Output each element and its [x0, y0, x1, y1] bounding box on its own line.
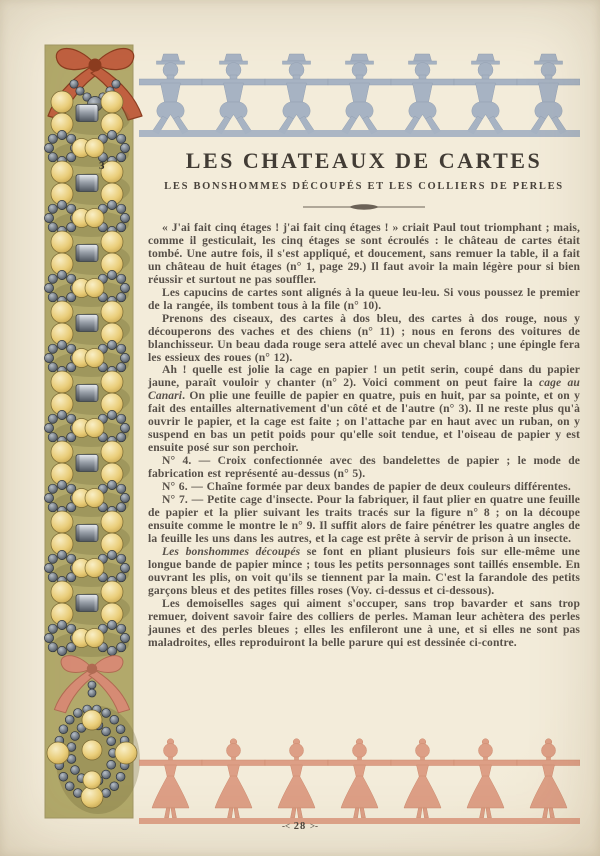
page-number-ornament-right: >-	[309, 821, 319, 831]
paragraph: Prenons des ciseaux, des cartes à dos bleu, des cartes à dos rouge, nous y découperons des vaches et des chiens (n° 11) ; nous en ferons des voitures de blanchisseur. Un beau dada rouge sera attelé avec un cheval blanc ; une épingle fera les essieux des roues (n° 12).	[148, 311, 580, 364]
paper-doll-girls-svg	[139, 737, 580, 827]
pearl-necklace-illustration	[36, 28, 146, 823]
page-title: LES CHATEAUX DE CARTES	[185, 148, 543, 173]
paragraph: Ah ! quelle est jolie la cage en papier ! un petit serin, coupé dans du papier jaune, paraît vouloir y chanter (n° 2). Voici comment on peut faire la cage au Canari. On plie une feuille de papier en quatre, puis en huit, par sa pointe, et on y fait des entailles alternativement d'un côté et de l'autre (n° 3). Il ne reste plus qu'à ouvrir le papier, et la cage est faite ; on l'attache par en haut avec un ruban, on y suspend en bas un petit poids pour qu'elle soit tendue, et l'oiseau de papier y est ensuite posé sur son perchoir.	[148, 363, 580, 455]
paper-doll-boys-frieze	[139, 50, 580, 140]
paragraph: N° 6. — Chaîne formée par deux bandes de papier de deux couleurs différentes.	[162, 480, 571, 494]
section-divider-ornament	[299, 201, 429, 213]
paper-doll-boys-svg	[139, 50, 580, 140]
paper-doll-girls-frieze	[139, 737, 580, 827]
page-number	[0, 821, 600, 832]
page-number-ornament-left: -<	[281, 821, 291, 831]
body-paragraphs	[148, 222, 580, 649]
paragraph: Les demoiselles sages qui aiment s'occuper, sans trop bavarder et sans trop remuer, doivent savoir faire des colliers de perles. Maman leur achètera des perles jaunes et des perles bleues ; elles les enfileront une à une, et si elles ne sont pas maladroites, elles reproduiront la belle parure qui est dessinée ci-contre.	[148, 596, 580, 649]
page-number-value: 28	[293, 821, 307, 832]
pearl-necklace-svg	[36, 28, 146, 823]
text-column	[148, 148, 580, 649]
necklace-figure-label: 3	[99, 160, 105, 172]
paragraph: « J'ai fait cinq étages ! j'ai fait cinq étages ! » criait Paul tout triomphant ; mais, comme il gesticulait, les cinq étages se sont écroulés : le château de cartes était tombé. Une autre fois, il s'est appliqué, et doucement, sans remuer la table, il a fait un château de huit étages (n° 1, page 29.) Il faut avoir la main légère pour si bien réussir et surtout ne pas souffler.	[148, 221, 580, 286]
paragraph: N° 7. — Petite cage d'insecte. Pour la fabriquer, il faut plier en quatre une feuille de papier et la plier suivant les traits tracés sur la figure n° 8 ; on la découpe ensuite comme le montre le n° 9. Il suffit alors de faire pénétrer les quatre angles de la feuille les uns dans les autres, et la cage est prête à servir de prison à un insecte.	[148, 493, 580, 545]
paragraph: N° 4. — Croix confectionnée avec des bandelettes de papier ; le mode de fabrication est représenté au-dessus (n° 5).	[148, 454, 580, 481]
paragraph: Les bonshommes découpés se font en pliant plusieurs fois sur elle-même une longue bande de papier mince ; tous les petits personnages sont taillés ensemble. En ouvrant les plis, on voit qu'ils se tiennent par la main. C'est la farandole des petits garçons bleus et des petites filles roses (Voy. ci-dessus et ci-dessous).	[148, 544, 580, 597]
page-subtitle: LES BONSHOMMES DÉCOUPÉS ET LES COLLIERS DE PERLES	[164, 181, 564, 192]
paragraph: Les capucins de cartes sont alignés à la queue leu-leu. Si vous poussez le premier de la rangée, ils tombent tous à la file (n° 10).	[148, 285, 580, 312]
